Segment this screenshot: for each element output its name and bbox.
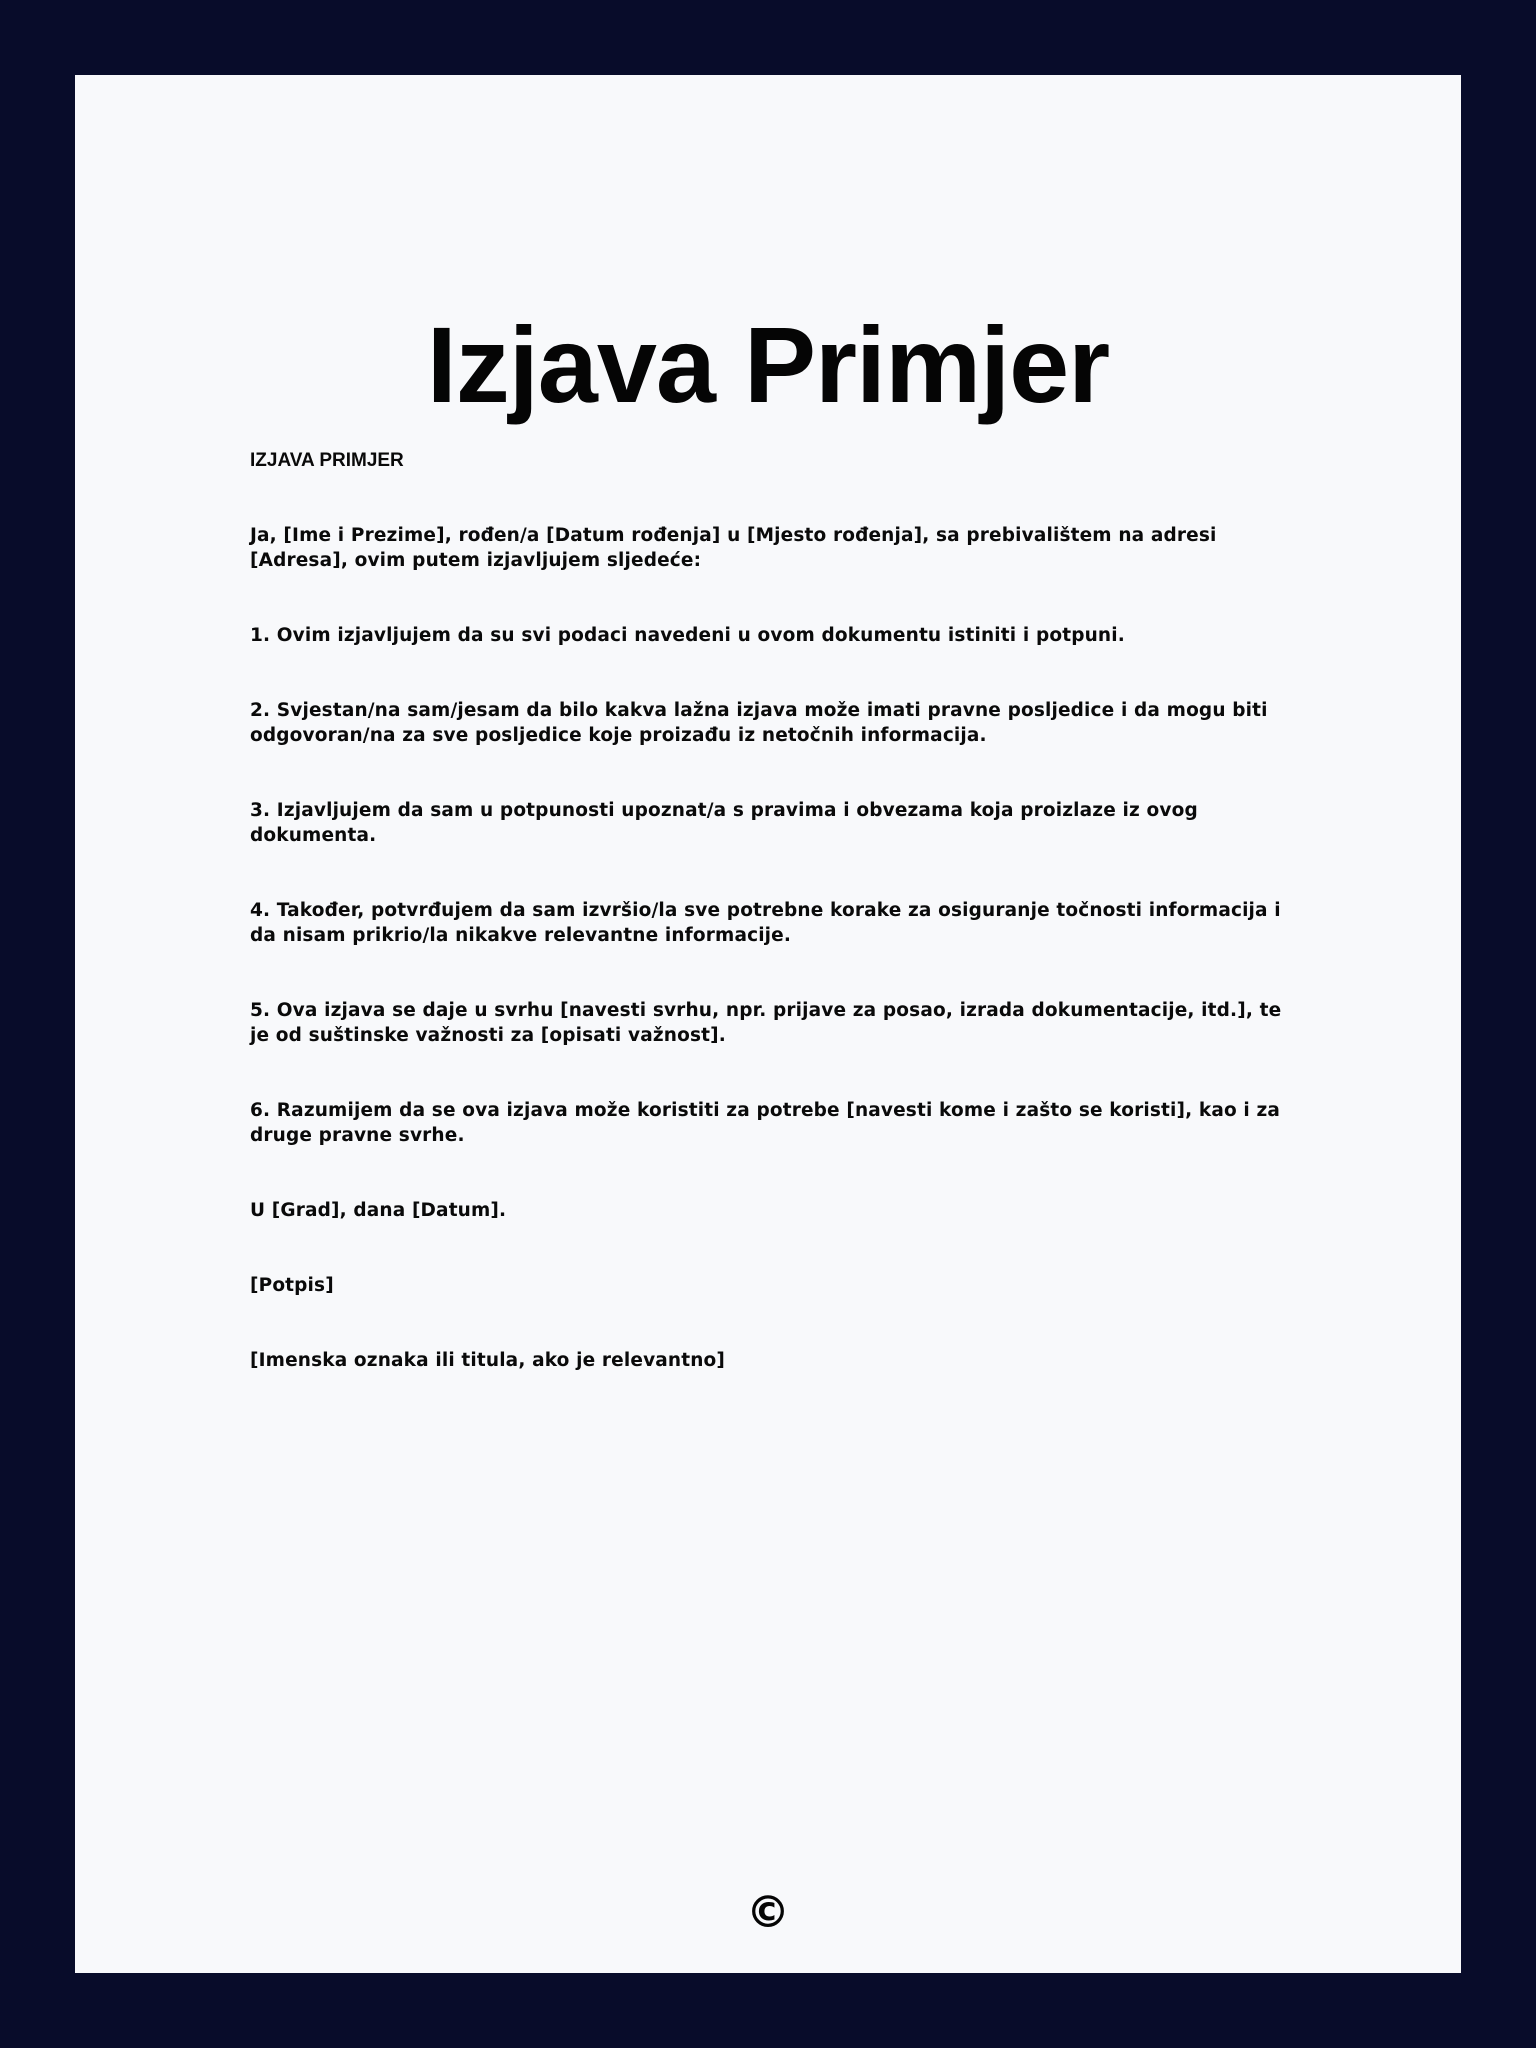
document-body: [250, 448, 1300, 1423]
document-heading: IZJAVA PRIMJER: [250, 450, 404, 471]
place-date-line: U [Grad], dana [Datum].: [250, 1200, 507, 1221]
copyright-icon: ©: [746, 1887, 790, 1938]
statement-item-1: 1. Ovim izjavljujem da su svi podaci navedeni u ovom dokumentu istiniti i potpuni.: [250, 625, 1125, 646]
statement-item-5: 5. Ova izjava se daje u svrhu [navesti svrhu, npr. prijave za posao, izrada dokumentacije, itd.], te je od suštinske važnosti za [opisati važnost].: [250, 1000, 1282, 1046]
document-title: Izjava Primjer: [426, 304, 1110, 425]
intro-paragraph: Ja, [Ime i Prezime], rođen/a [Datum rođenja] u [Mjesto rođenja], sa prebivalištem na adresi [Adresa], ovim putem izjavljujem sljedeće:: [250, 525, 1217, 571]
name-title-line: [Imenska oznaka ili titula, ako je relevantno]: [250, 1350, 726, 1371]
document-page: [75, 75, 1461, 1973]
signature-line: [Potpis]: [250, 1275, 334, 1296]
statement-item-6: 6. Razumijem da se ova izjava može koristiti za potrebe [navesti kome i zašto se koristi], kao i za druge pravne svrhe.: [250, 1100, 1281, 1146]
statement-item-3: 3. Izjavljujem da sam u potpunosti upoznat/a s pravima i obvezama koja proizlaze iz ovog dokumenta.: [250, 800, 1198, 846]
statement-item-2: 2. Svjestan/na sam/jesam da bilo kakva lažna izjava može imati pravne posljedice i da mogu biti odgovoran/na za sve posljedice koje proizađu iz netočnih informacija.: [250, 700, 1268, 746]
statement-item-4: 4. Također, potvrđujem da sam izvršio/la sve potrebne korake za osiguranje točnosti informacija i da nisam prikrio/la nikakve relevantne informacije.: [250, 900, 1281, 946]
